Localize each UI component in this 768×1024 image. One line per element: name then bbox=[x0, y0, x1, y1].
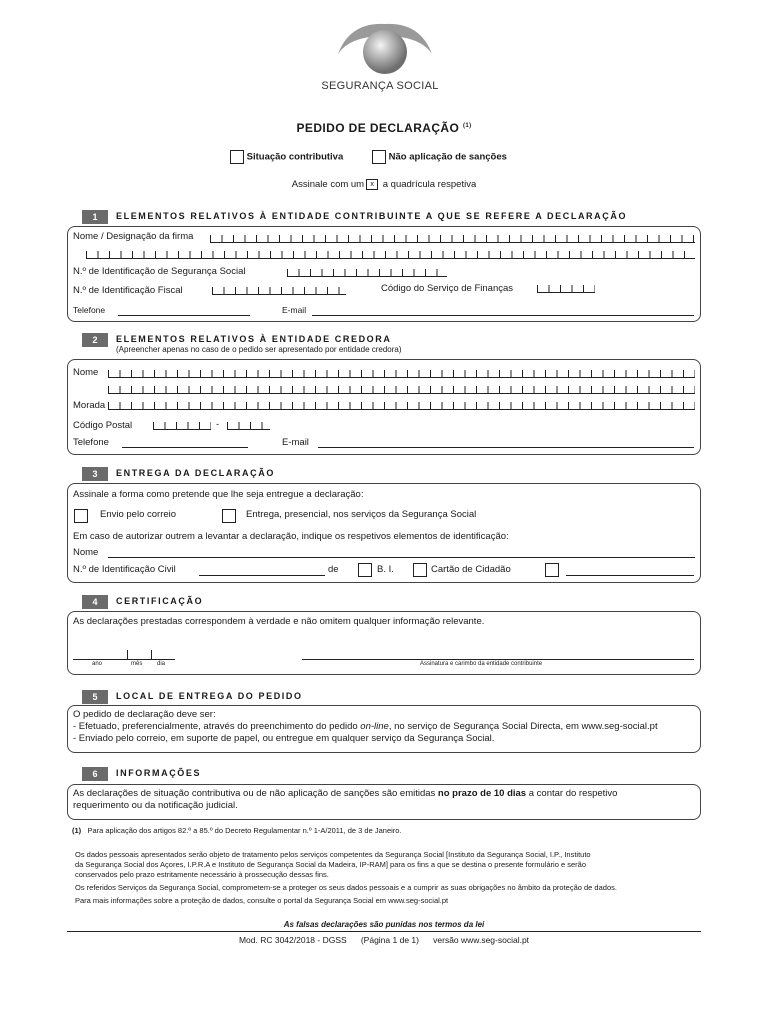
civil-id-field[interactable] bbox=[199, 575, 325, 576]
firm-name-field-2[interactable] bbox=[86, 249, 695, 259]
month-label: mês bbox=[131, 661, 143, 667]
checkbox-sancoes[interactable] bbox=[372, 150, 386, 164]
x-mark-icon: x bbox=[366, 179, 378, 190]
delivery-location-text: O pedido de declaração deve ser: - Efetuado, preferencialmente, através do preenchimento do pedido on-line, no serviço de Segurança Social Directa, em www.seg-social.pt - Enviado pelo correio, em suporte de papel, ou entregue em qualquer serviço da Segurança Social. bbox=[73, 709, 658, 744]
creditor-name-field-2[interactable] bbox=[108, 384, 695, 394]
email-field[interactable] bbox=[312, 315, 694, 316]
creditor-name-field-1[interactable] bbox=[108, 368, 695, 378]
creditor-email-label: E-mail bbox=[282, 437, 309, 448]
data-protection-note: Os dados pessoais apresentados serão objeto de tratamento pelos serviços competentes da Segurança Social [Instituto da Segurança Social, I.P., Instituto da Segurança Social dos Açores, I.P.R.A e Instituto de Segurança Social da Madeira, IP-RAM] para os fins a que se destina o presente formulário e serão conservados pelo prazo estritamente necessário à prossecução dessas fins. Os referidos Serviços da Segurança Social, comprometem-se a proteger os seus dados pessoais e a cumprir as suas obrigações no âmbito da proteção de dados. Para mais informações sobre a proteção de dados, consulte o portal da Segurança Social em www.seg-social.pt bbox=[75, 850, 617, 905]
page-title: PEDIDO DE DECLARAÇÃO $^{(1)}$ bbox=[296, 121, 472, 135]
signature-field[interactable] bbox=[302, 659, 694, 660]
authorization-text: Em caso de autorizar outrem a levantar a declaração, indique os respetivos elementos de identificação: bbox=[73, 531, 509, 542]
niss-field[interactable] bbox=[287, 267, 447, 277]
checkbox-mail[interactable] bbox=[74, 509, 88, 523]
option-situacao[interactable]: Situação contributiva bbox=[230, 150, 343, 164]
year-label: ano bbox=[92, 661, 103, 667]
checkbox-situacao[interactable] bbox=[230, 150, 244, 164]
cc-label: Cartão de Cidadão bbox=[431, 564, 511, 575]
mail-option-label: Envio pelo correio bbox=[100, 509, 177, 520]
postal-code-field-2[interactable] bbox=[227, 420, 270, 430]
signature-label: Assinatura e carimbo da entidade contribuinte bbox=[420, 661, 543, 667]
delivery-intro: Assinale a forma como pretende que lhe seja entregue a declaração: bbox=[73, 489, 364, 500]
finance-office-label: Código do Serviço de Finanças bbox=[381, 283, 514, 294]
date-field[interactable] bbox=[73, 659, 175, 660]
information-text: As declarações de situação contributiva ou de não aplicação de sanções são emitidas no prazo de 10 dias a contar do respetivo requerimento ou da notificação judicial. bbox=[73, 788, 618, 811]
footer-divider bbox=[67, 931, 701, 932]
civil-id-label: N.º de Identificação Civil bbox=[73, 564, 176, 575]
firm-name-field-1[interactable] bbox=[210, 233, 695, 243]
phone-label: Telefone bbox=[73, 305, 106, 315]
nif-label: N.º de Identificação Fiscal bbox=[73, 285, 183, 296]
footnote-1: (1) Para aplicação dos artigos 82.º a 85.º do Decreto Regulamentar n.º 1-A/2011, de 3 de Janeiro. bbox=[72, 826, 402, 835]
bi-label: B. I. bbox=[377, 564, 394, 575]
checkbox-in-person[interactable] bbox=[222, 509, 236, 523]
finance-office-field[interactable] bbox=[537, 283, 595, 293]
cc-field[interactable] bbox=[566, 575, 694, 576]
postal-dash: - bbox=[216, 419, 220, 430]
checkbox-cc[interactable] bbox=[413, 563, 427, 577]
niss-label: N.º de Identificação de Segurança Social bbox=[73, 266, 246, 277]
day-label: dia bbox=[157, 661, 166, 667]
checkbox-bi[interactable] bbox=[358, 563, 372, 577]
postal-code-label: Código Postal bbox=[73, 420, 133, 431]
postal-code-field-1[interactable] bbox=[153, 420, 211, 430]
creditor-name-label: Nome bbox=[73, 367, 99, 378]
email-label: E-mail bbox=[282, 305, 307, 315]
in-person-option-label: Entrega, presencial, nos serviços da Segurança Social bbox=[246, 509, 477, 520]
firm-name-label: Nome / Designação da firma bbox=[73, 231, 194, 242]
instruction-hint: Assinale com um x a quadrícula respetiva bbox=[291, 179, 477, 191]
checkbox-cc-detail[interactable] bbox=[545, 563, 559, 577]
creditor-phone-label: Telefone bbox=[73, 437, 109, 448]
of-label: de bbox=[328, 564, 339, 575]
address-label: Morada bbox=[73, 400, 106, 411]
certification-text: As declarações prestadas correspondem à verdade e não omitem qualquer informação relevante. bbox=[73, 616, 485, 627]
address-field[interactable] bbox=[108, 400, 695, 410]
model-reference: Mod. RC 3042/2018 - DGSS (Página 1 de 1) versão www.seg-social.pt bbox=[238, 935, 530, 945]
creditor-email-field[interactable] bbox=[318, 447, 694, 448]
nif-field[interactable] bbox=[212, 285, 346, 295]
creditor-phone-field[interactable] bbox=[122, 447, 248, 448]
authorized-name-label: Nome bbox=[73, 547, 99, 558]
brand-name: SEGURANÇA SOCIAL bbox=[321, 80, 439, 92]
phone-field[interactable] bbox=[118, 315, 250, 316]
authorized-name-field[interactable] bbox=[108, 557, 695, 558]
false-declaration-warning: As falsas declarações são punidas nos termos da lei bbox=[283, 920, 485, 929]
option-sancoes[interactable]: Não aplicação de sanções bbox=[372, 150, 507, 164]
